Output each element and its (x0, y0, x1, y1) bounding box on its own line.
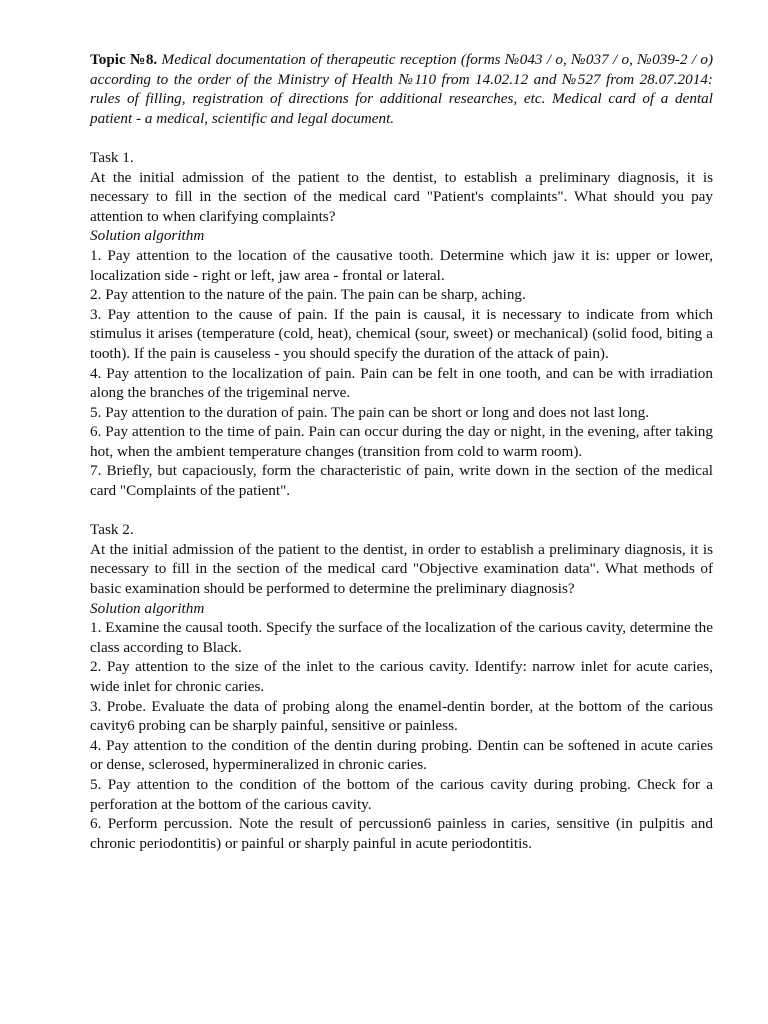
task1-algorithm-label: Solution algorithm (90, 227, 205, 245)
task1-step: 5. Pay attention to the duration of pain. The pain can be short or long and does not last long. (90, 403, 650, 421)
task1-step: 4. Pay attention to the localization of pain. Pain can be felt in one tooth, and can be with irradiation along the branches of the trigeminal nerve. (90, 364, 713, 402)
task2-step: 6. Perform percussion. Note the result of percussion6 painless in caries, sensitive (in pulpitis and chronic periodontitis) or painful or sharply painful in acute periodontitis. (90, 815, 713, 852)
task1-step: 3. Pay attention to the cause of pain. If the pain is causal, it is necessary to indicate from which stimulus it arises (temperature (cold, heat), chemical (sour, sweet) or mechanical) (solid food, biting a tooth). If the pain is causeless - you should specify the duration of the attack of pain). (90, 305, 713, 362)
task1-step: 1. Pay attention to the location of the causative tooth. Determine which jaw it is: upper or lower, localization side - right or left, jaw area - frontal or lateral. (90, 246, 713, 284)
topic-heading (90, 50, 713, 128)
task2-step: 2. Pay attention to the size of the inlet to the carious cavity. Identify: narrow inlet for acute caries, wide inlet for chronic caries. (90, 658, 713, 695)
topic-text: Medical documentation of therapeutic reception (forms №043 / o, №037 / o, №039-2 / o) according to the order of the Ministry of Health №110 from 14.02.12 and №527 from 28.07.2014: rules of filling, registration of directions for additional researches, etc. Medical card of a dental patient - a medical, scientific and legal document. (90, 51, 714, 127)
task2-step: 5. Pay attention to the condition of the bottom of the carious cavity during probing. Check for a perforation at the bottom of the carious cavity. (90, 775, 713, 813)
task1-step: 6. Pay attention to the time of pain. Pain can occur during the day or night, in the evening, after taking hot, when the ambient temperature changes (transition from cold to warm room). (90, 423, 713, 460)
task2-step: 4. Pay attention to the condition of the dentin during probing. Dentin can be softened in acute caries or dense, sclerosed, hypermineralized in chronic caries. (90, 736, 713, 774)
topic-label: Topic №8. (90, 51, 158, 68)
spacer (90, 128, 713, 148)
task2-step: 1. Examine the causal tooth. Specify the surface of the localization of the carious cavity, determine the class according to Black. (90, 619, 713, 656)
task1-title: Task 1. (90, 148, 134, 166)
task2-step: 3. Probe. Evaluate the data of probing along the enamel-dentin border, at the bottom of the carious cavity6 probing can be sharply painful, sensitive or painless. (90, 697, 713, 735)
task2-title: Task 2. (90, 521, 134, 539)
task2-question: At the initial admission of the patient to the dentist, in order to establish a preliminary diagnosis, it is necessary to fill in the section of the medical card "Objective examination data". What methods of basic examination should be performed to determine the preliminary diagnosis? (90, 540, 713, 598)
task1-step: 7. Briefly, but capaciously, form the characteristic of pain, write down in the section of the medical card "Complaints of the patient". (90, 462, 713, 500)
document-page (90, 50, 713, 853)
spacer (90, 501, 713, 521)
task2-algorithm-label: Solution algorithm (90, 599, 205, 617)
task1-question: At the initial admission of the patient to the dentist, to establish a preliminary diagnosis, it is necessary to fill in the section of the medical card "Patient's complaints". What should you pay attention to when clarifying complaints? (90, 168, 713, 225)
task1-step: 2. Pay attention to the nature of the pain. The pain can be sharp, aching. (90, 286, 526, 304)
